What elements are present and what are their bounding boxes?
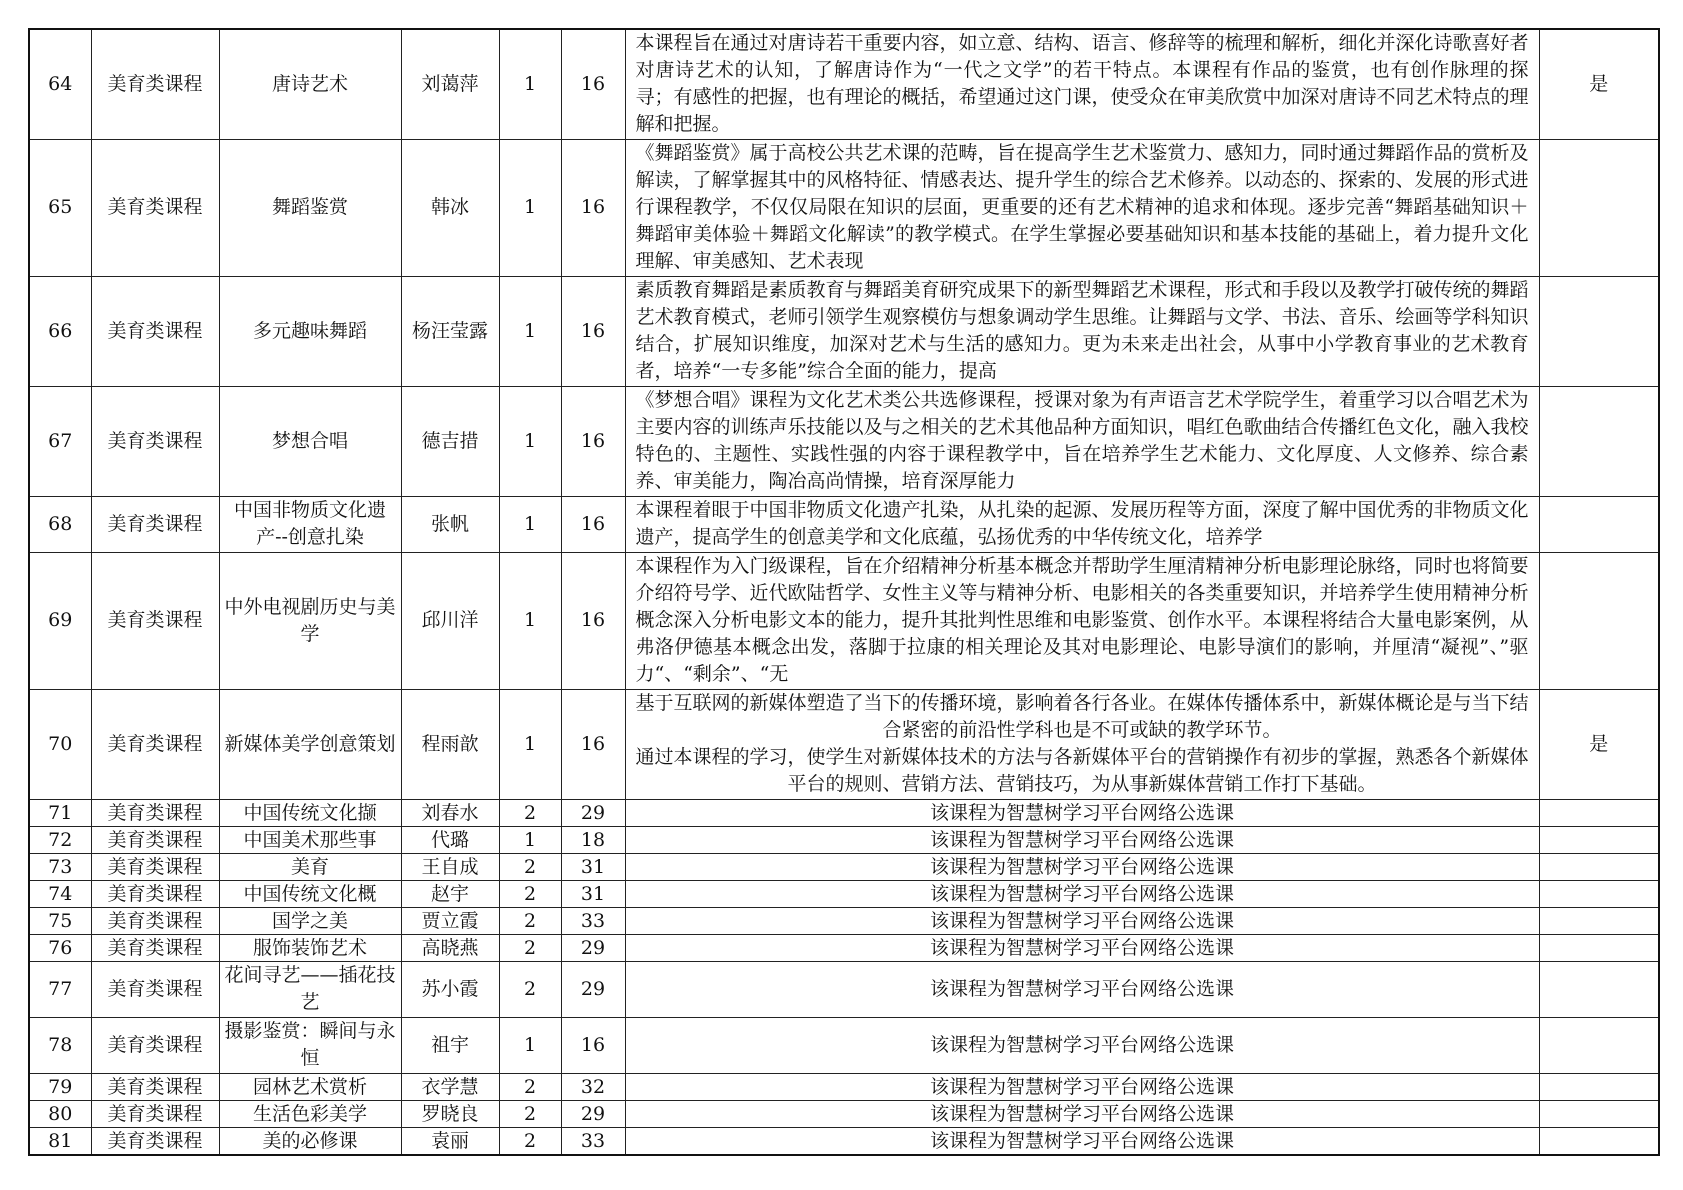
course-teacher: 程雨歆 <box>401 689 499 799</box>
course-category: 美育类课程 <box>91 552 219 689</box>
course-category: 美育类课程 <box>91 853 219 880</box>
course-description: 该课程为智慧树学习平台网络公选课 <box>625 1127 1539 1155</box>
row-number: 79 <box>29 1073 91 1100</box>
course-mark <box>1539 826 1659 853</box>
course-hours: 29 <box>561 934 625 961</box>
table-row <box>29 799 1659 826</box>
course-credit: 1 <box>499 826 561 853</box>
table-row <box>29 689 1659 799</box>
course-teacher: 刘蔼萍 <box>401 29 499 139</box>
row-number: 77 <box>29 961 91 1017</box>
course-description: 该课程为智慧树学习平台网络公选课 <box>625 1017 1539 1073</box>
table-row <box>29 880 1659 907</box>
course-credit: 2 <box>499 1073 561 1100</box>
course-mark <box>1539 907 1659 934</box>
course-credit: 1 <box>499 689 561 799</box>
course-name: 多元趣味舞蹈 <box>219 276 401 386</box>
course-mark <box>1539 1073 1659 1100</box>
course-name: 中国传统文化撷 <box>219 799 401 826</box>
course-mark <box>1539 1017 1659 1073</box>
course-table <box>28 28 1660 1156</box>
table-row <box>29 853 1659 880</box>
row-number: 75 <box>29 907 91 934</box>
course-credit: 1 <box>499 139 561 276</box>
course-credit: 1 <box>499 386 561 496</box>
course-credit: 1 <box>499 552 561 689</box>
course-name: 服饰装饰艺术 <box>219 934 401 961</box>
course-hours: 29 <box>561 799 625 826</box>
course-teacher: 王自成 <box>401 853 499 880</box>
course-description: 该课程为智慧树学习平台网络公选课 <box>625 907 1539 934</box>
course-mark <box>1539 853 1659 880</box>
course-credit: 2 <box>499 907 561 934</box>
course-hours: 16 <box>561 386 625 496</box>
course-description: 该课程为智慧树学习平台网络公选课 <box>625 1073 1539 1100</box>
course-teacher: 代璐 <box>401 826 499 853</box>
course-teacher: 衣学慧 <box>401 1073 499 1100</box>
course-mark <box>1539 496 1659 552</box>
course-description-text: 本课程旨在通过对唐诗若干重要内容，如立意、结构、语言、修辞等的梳理和解析，细化并深化诗歌喜好者对唐诗艺术的认知，了解唐诗作为“一代之文学”的若干特点。本课程有作品的鉴赏，也有创作脉理的探寻；有感性的把握，也有理论的概括，希望通过这门课，使受众在审美欣赏中加深对唐诗不同艺术特点的理解和把握。 <box>635 32 1529 136</box>
course-mark <box>1539 880 1659 907</box>
table-row <box>29 1073 1659 1100</box>
course-description-text: 《梦想合唱》课程为文化艺术类公共选修课程，授课对象为有声语言艺术学院学生，着重学习以合唱艺术为主要内容的训练声乐技能以及与之相关的艺术其他品种方面知识，唱红色歌曲结合传播红色文化，融入我校特色的、主题性、实践性强的内容于课程教学中，旨在培养学生艺术能力、文化厚度、人文修养、综合素养、审美能力，陶冶高尚情操，培育深厚能力 <box>635 389 1529 492</box>
course-category: 美育类课程 <box>91 880 219 907</box>
course-description-text-2: 通过本课程的学习，使学生对新媒体技术的方法与各新媒体平台的营销操作有初步的掌握，熟悉各个新媒体平台的规则、营销方法、营销技巧，为从事新媒体营销工作打下基础。 <box>635 746 1529 795</box>
course-name: 国学之美 <box>219 907 401 934</box>
course-category: 美育类课程 <box>91 826 219 853</box>
row-number: 72 <box>29 826 91 853</box>
course-hours: 16 <box>561 552 625 689</box>
table-row <box>29 826 1659 853</box>
course-teacher: 赵宇 <box>401 880 499 907</box>
course-mark <box>1539 139 1659 276</box>
course-category: 美育类课程 <box>91 799 219 826</box>
course-category: 美育类课程 <box>91 29 219 139</box>
table-row <box>29 139 1659 276</box>
course-teacher: 刘春水 <box>401 799 499 826</box>
course-credit: 2 <box>499 853 561 880</box>
course-name: 梦想合唱 <box>219 386 401 496</box>
course-description <box>625 139 1539 276</box>
course-description: 该课程为智慧树学习平台网络公选课 <box>625 961 1539 1017</box>
course-category: 美育类课程 <box>91 139 219 276</box>
course-hours: 16 <box>561 496 625 552</box>
row-number: 73 <box>29 853 91 880</box>
table-row <box>29 1127 1659 1155</box>
course-name: 新媒体美学创意策划 <box>219 689 401 799</box>
course-description-text: 《舞蹈鉴赏》属于高校公共艺术课的范畴，旨在提高学生艺术鉴赏力、感知力，同时通过舞蹈作品的赏析及解读，了解掌握其中的风格特征、情感表达、提升学生的综合艺术修养。以动态的、探索的、发展的形式进行课程教学，不仅仅局限在知识的层面，更重要的还有艺术精神的追求和体现。逐步完善“舞蹈基础知识＋舞蹈审美体验＋舞蹈文化解读”的教学模式。在学生掌握必要基础知识和基本技能的基础上，着力提升文化理解、审美感知、艺术表现 <box>635 142 1529 272</box>
course-name: 唐诗艺术 <box>219 29 401 139</box>
course-description: 该课程为智慧树学习平台网络公选课 <box>625 1100 1539 1127</box>
course-description <box>625 29 1539 139</box>
table-row <box>29 1100 1659 1127</box>
course-credit: 1 <box>499 1017 561 1073</box>
course-hours: 31 <box>561 853 625 880</box>
course-category: 美育类课程 <box>91 934 219 961</box>
course-description <box>625 386 1539 496</box>
table-row <box>29 496 1659 552</box>
row-number: 74 <box>29 880 91 907</box>
course-teacher: 张帆 <box>401 496 499 552</box>
course-hours: 33 <box>561 1127 625 1155</box>
course-description <box>625 276 1539 386</box>
course-category: 美育类课程 <box>91 276 219 386</box>
course-description-text: 本课程着眼于中国非物质文化遗产扎染，从扎染的起源、发展历程等方面，深度了解中国优秀的非物质文化遗产，提高学生的创意美学和文化底蕴，弘扬优秀的中华传统文化，培养学 <box>635 499 1529 548</box>
course-teacher: 德吉措 <box>401 386 499 496</box>
course-category: 美育类课程 <box>91 907 219 934</box>
table-row <box>29 29 1659 139</box>
course-hours: 33 <box>561 907 625 934</box>
course-category: 美育类课程 <box>91 1100 219 1127</box>
course-category: 美育类课程 <box>91 386 219 496</box>
course-teacher: 韩冰 <box>401 139 499 276</box>
row-number: 80 <box>29 1100 91 1127</box>
row-number: 68 <box>29 496 91 552</box>
course-teacher: 祖宇 <box>401 1017 499 1073</box>
course-mark <box>1539 552 1659 689</box>
course-mark <box>1539 961 1659 1017</box>
course-description-text: 基于互联网的新媒体塑造了当下的传播环境，影响着各行各业。在媒体传播体系中，新媒体概论是与当下结合紧密的前沿性学科也是不可或缺的教学环节。 <box>635 692 1529 741</box>
course-name: 花间寻艺——插花技艺 <box>219 961 401 1017</box>
course-category: 美育类课程 <box>91 1127 219 1155</box>
table-row <box>29 1017 1659 1073</box>
course-description: 该课程为智慧树学习平台网络公选课 <box>625 880 1539 907</box>
course-teacher: 袁丽 <box>401 1127 499 1155</box>
course-mark: 是 <box>1539 29 1659 139</box>
course-name: 摄影鉴赏：瞬间与永恒 <box>219 1017 401 1073</box>
course-hours: 16 <box>561 689 625 799</box>
table-row <box>29 552 1659 689</box>
table-row <box>29 934 1659 961</box>
course-description <box>625 689 1539 799</box>
course-mark <box>1539 934 1659 961</box>
course-credit: 1 <box>499 276 561 386</box>
course-description: 该课程为智慧树学习平台网络公选课 <box>625 826 1539 853</box>
course-description <box>625 496 1539 552</box>
course-hours: 16 <box>561 139 625 276</box>
table-row <box>29 961 1659 1017</box>
course-hours: 29 <box>561 961 625 1017</box>
course-hours: 31 <box>561 880 625 907</box>
course-mark <box>1539 276 1659 386</box>
course-description-text: 素质教育舞蹈是素质教育与舞蹈美育研究成果下的新型舞蹈艺术课程，形式和手段以及教学打破传统的舞蹈艺术教育模式，老师引领学生观察模仿与想象调动学生思维。让舞蹈与文学、书法、音乐、绘画等学科知识结合，扩展知识维度，加深对艺术与生活的感知力。更为未来走出社会，从事中小学教育事业的艺术教育者，培养“一专多能”综合全面的能力，提高 <box>635 279 1529 382</box>
row-number: 81 <box>29 1127 91 1155</box>
course-mark <box>1539 1127 1659 1155</box>
row-number: 70 <box>29 689 91 799</box>
row-number: 65 <box>29 139 91 276</box>
course-hours: 16 <box>561 29 625 139</box>
course-category: 美育类课程 <box>91 496 219 552</box>
course-teacher: 杨汪莹露 <box>401 276 499 386</box>
course-teacher: 罗晓良 <box>401 1100 499 1127</box>
row-number: 76 <box>29 934 91 961</box>
course-name: 中外电视剧历史与美学 <box>219 552 401 689</box>
row-number: 66 <box>29 276 91 386</box>
course-credit: 2 <box>499 799 561 826</box>
course-name: 中国非物质文化遗产--创意扎染 <box>219 496 401 552</box>
course-credit: 1 <box>499 496 561 552</box>
course-hours: 29 <box>561 1100 625 1127</box>
course-name: 中国美术那些事 <box>219 826 401 853</box>
course-hours: 32 <box>561 1073 625 1100</box>
course-description: 该课程为智慧树学习平台网络公选课 <box>625 799 1539 826</box>
course-name: 美育 <box>219 853 401 880</box>
course-mark <box>1539 386 1659 496</box>
course-name: 中国传统文化概 <box>219 880 401 907</box>
course-name: 美的必修课 <box>219 1127 401 1155</box>
course-description: 该课程为智慧树学习平台网络公选课 <box>625 853 1539 880</box>
course-category: 美育类课程 <box>91 1017 219 1073</box>
course-name: 生活色彩美学 <box>219 1100 401 1127</box>
table-row <box>29 276 1659 386</box>
course-category: 美育类课程 <box>91 961 219 1017</box>
course-name: 园林艺术赏析 <box>219 1073 401 1100</box>
course-hours: 16 <box>561 1017 625 1073</box>
course-mark <box>1539 1100 1659 1127</box>
course-hours: 18 <box>561 826 625 853</box>
row-number: 69 <box>29 552 91 689</box>
course-teacher: 贾立霞 <box>401 907 499 934</box>
course-credit: 1 <box>499 29 561 139</box>
course-teacher: 高晓燕 <box>401 934 499 961</box>
row-number: 67 <box>29 386 91 496</box>
row-number: 71 <box>29 799 91 826</box>
course-description <box>625 552 1539 689</box>
table-row <box>29 386 1659 496</box>
course-teacher: 邱川洋 <box>401 552 499 689</box>
course-mark: 是 <box>1539 689 1659 799</box>
course-mark <box>1539 799 1659 826</box>
course-teacher: 苏小霞 <box>401 961 499 1017</box>
course-description: 该课程为智慧树学习平台网络公选课 <box>625 934 1539 961</box>
course-description-text: 本课程作为入门级课程，旨在介绍精神分析基本概念并帮助学生厘清精神分析电影理论脉络，同时也将简要介绍符号学、近代欧陆哲学、女性主义等与精神分析、电影相关的各类重要知识，并培养学生使用精神分析概念深入分析电影文本的能力，提升其批判性思维和电影鉴赏、创作水平。本课程将结合大量电影案例，从弗洛伊德基本概念出发，落脚于拉康的相关理论及其对电影理论、电影导演们的影响，并厘清“凝视”、”驱力“、“剩余”、“无 <box>635 555 1529 685</box>
course-credit: 2 <box>499 1127 561 1155</box>
row-number: 64 <box>29 29 91 139</box>
table-row <box>29 907 1659 934</box>
course-credit: 2 <box>499 934 561 961</box>
course-category: 美育类课程 <box>91 689 219 799</box>
course-category: 美育类课程 <box>91 1073 219 1100</box>
course-name: 舞蹈鉴赏 <box>219 139 401 276</box>
course-credit: 2 <box>499 880 561 907</box>
row-number: 78 <box>29 1017 91 1073</box>
course-credit: 2 <box>499 961 561 1017</box>
course-credit: 2 <box>499 1100 561 1127</box>
course-hours: 16 <box>561 276 625 386</box>
